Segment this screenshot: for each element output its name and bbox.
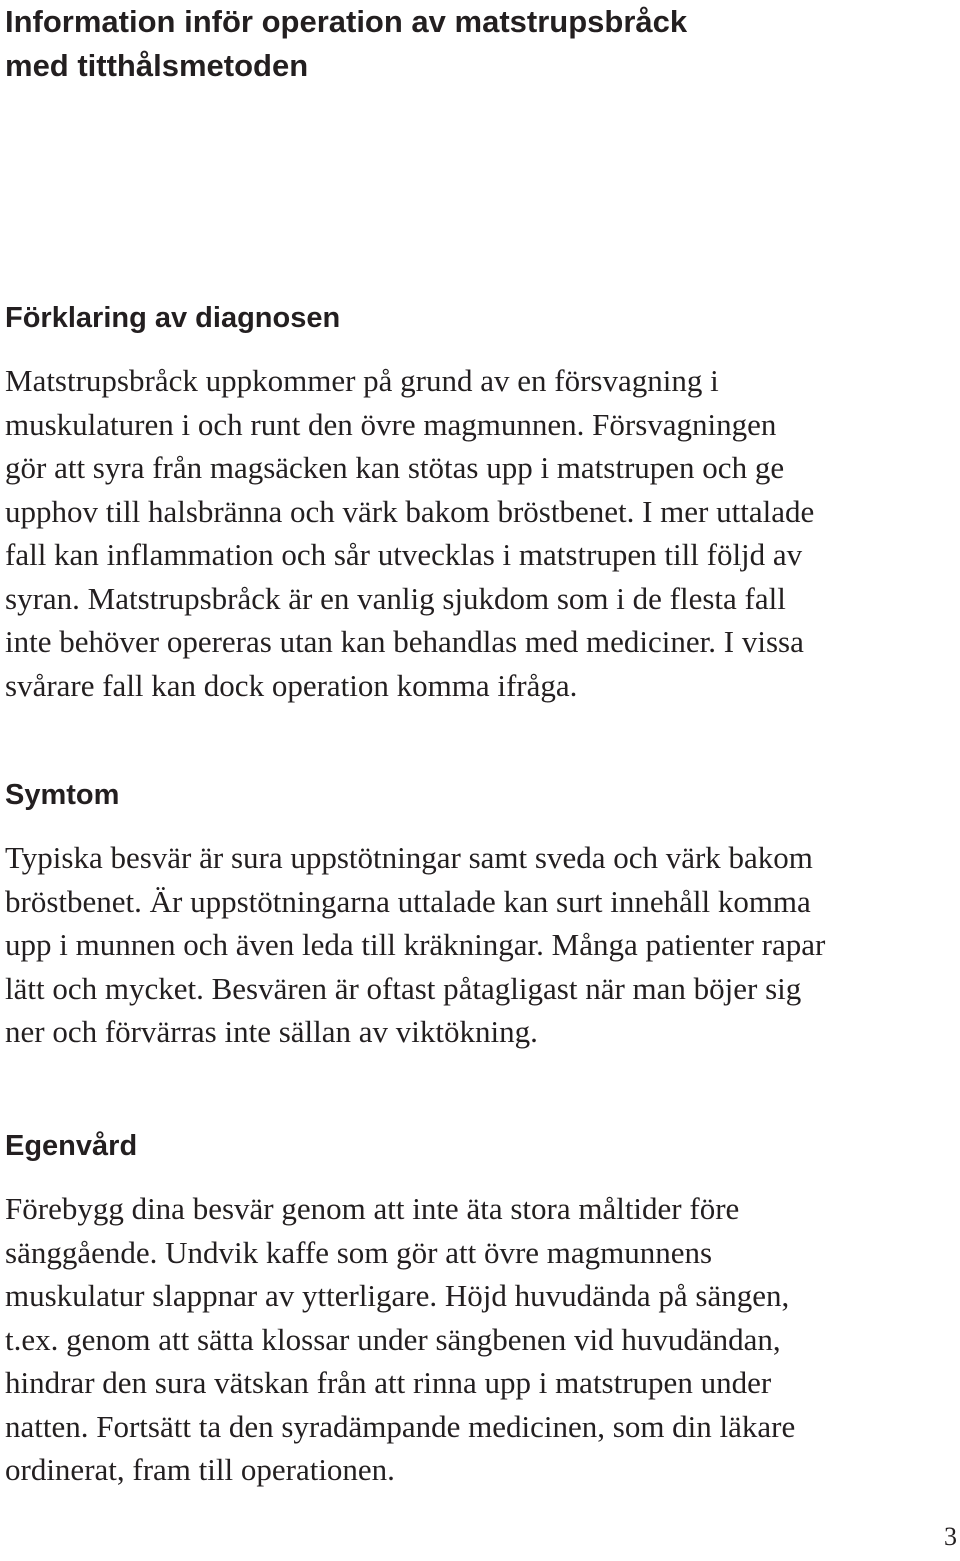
body-line: t.ex. genom att sätta klossar under sängbenen vid huvudändan, [5,1321,781,1357]
body-line: muskulatur slappnar av ytterligare. Höjd huvudända på sängen, [5,1278,790,1313]
section-body-symptoms [5,836,960,1054]
body-line: muskulaturen i och runt den övre magmunnen. Försvagningen [5,406,777,442]
section-heading-diagnosis: Förklaring av diagnosen [5,302,341,334]
title-line: med titthålsmetoden [5,48,309,83]
section-heading-self-care: Egenvård [5,1130,138,1162]
page-number: 3 [944,1522,957,1551]
section-body-diagnosis [5,359,960,707]
section-heading-symptoms: Symtom [5,779,120,811]
body-line: hindrar den sura vätskan från att rinna upp i matstrupen under [5,1365,772,1400]
body-line: Typiska besvär är sura uppstötningar samt sveda och värk bakom [5,840,813,875]
body-line: ner och förvärras inte sällan av viktökning. [5,1014,538,1049]
body-line: fall kan inflammation och sår utvecklas i matstrupen till följd av [5,537,803,572]
body-line: gör att syra från magsäcken kan stötas upp i matstrupen och ge [5,450,785,485]
body-line: Matstrupsbråck uppkommer på grund av en försvagning i [5,363,719,398]
page-title [5,0,945,88]
body-line: sänggående. Undvik kaffe som gör att övre magmunnens [5,1234,713,1270]
body-line: Förebygg dina besvär genom att inte äta stora måltider före [5,1191,740,1226]
body-line: bröstbenet. Är uppstötningarna uttalade kan surt innehåll komma [5,883,811,919]
body-line: svårare fall kan dock operation komma ifråga. [5,667,578,703]
body-line: ordinerat, fram till operationen. [5,1452,395,1487]
title-line: Information inför operation av matstrupsbråck [5,4,688,39]
body-line: lätt och mycket. Besvären är oftast påtagligast när man böjer sig [5,970,802,1006]
body-line: natten. Fortsätt ta den syradämpande medicinen, som din läkare [5,1408,796,1444]
body-line: inte behöver opereras utan kan behandlas med mediciner. I vissa [5,624,804,659]
body-line: syran. Matstrupsbråck är en vanlig sjukdom som i de flesta fall [5,580,786,616]
section-body-self-care [5,1187,960,1492]
body-line: upp i munnen och även leda till kräkningar. Många patienter rapar [5,927,826,962]
body-line: upphov till halsbränna och värk bakom bröstbenet. I mer uttalade [5,493,815,529]
